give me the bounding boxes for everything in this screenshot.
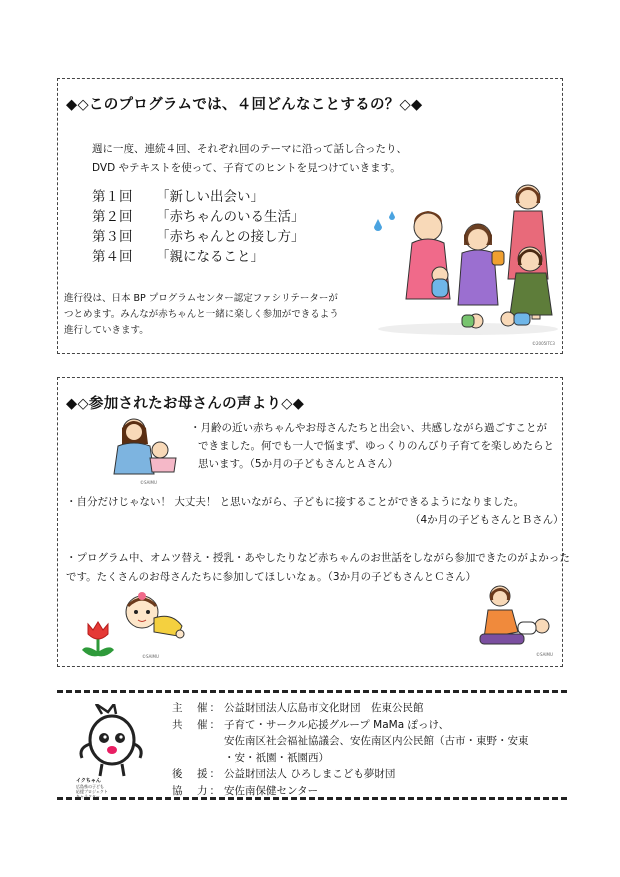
organizer-list: [172, 700, 529, 799]
cohost-value-2: 安佐南区社会福祉協議会、安佐南区内公民館（古市・東野・安東: [224, 735, 529, 747]
mascot-caption-1: 広島県の子ども: [76, 784, 104, 789]
session-number: 第１回: [92, 189, 133, 205]
tulip-icon: [76, 618, 120, 662]
mascot-name: イクちゃん: [76, 778, 101, 784]
illustration-caption: ©SAIMU: [140, 480, 157, 485]
intro-line-1: 週に一度、連続４回、それぞれ回のテーマに沿って話し合ったり、: [92, 143, 407, 155]
session-number: 第３回: [92, 229, 133, 245]
program-heading: ◆◇このプログラムでは、４回どんなことするの？◇◆: [66, 97, 423, 113]
host-label: 主 催：: [172, 702, 222, 714]
voice-3-line-2: です。たくさんのお母さんたちに参加してほしいなぁ。（3か月の子どもさんとＣさん）: [66, 571, 477, 583]
mother-figure: [458, 224, 504, 305]
organizer-row: [172, 717, 529, 734]
session-row: [92, 187, 305, 207]
coop-value: 安佐南保健センター: [224, 784, 319, 797]
organizer-row: [172, 766, 529, 783]
separator-line: [57, 690, 567, 693]
mascot-caption-3: キャラクター: [76, 794, 100, 799]
session-title: 「赤ちゃんとの接し方」: [156, 229, 305, 245]
session-title: 「新しい出会い」: [156, 189, 264, 205]
support-value: 公益財団法人 ひろしまこども夢財団: [224, 768, 396, 780]
voice-1-line-2: できました。何でも一人で悩まず、ゆっくりのんびり子育てを楽しめたらと: [198, 440, 555, 452]
session-number: 第４回: [92, 249, 133, 265]
support-label: 後 援：: [172, 768, 222, 780]
cohost-value-1: 子育て・サークル応援グループ MaMa ぽっけ、: [224, 718, 450, 731]
voice-1-line-1: ・月齢の近い赤ちゃんやお母さんたちと出会い、共感しながら過ごすことが: [190, 422, 547, 434]
session-row: [92, 227, 305, 247]
voice-1-line-3: 思います。（5か月の子どもさんとＡさん）: [198, 458, 399, 470]
voices-section: [57, 377, 570, 667]
voice-2-line-1: ・自分だけじゃない！ 大丈夫！ と思いながら、子どもに接することができるようになりました。: [66, 496, 525, 508]
mothers-group-illustration: [358, 179, 558, 339]
cohost-label: 共 催：: [172, 718, 222, 731]
session-title: 「赤ちゃんのいる生活」: [156, 209, 305, 225]
nursing-mother-illustration: [104, 414, 184, 478]
mascot-caption-2: 応援プロジェクト: [76, 789, 108, 794]
cohost-value-3: ・安・祇園・祇園西）: [224, 751, 329, 764]
facilitator-line-1: 進行役は、日本 BP プログラムセンター認定ファシリテーターが: [64, 293, 338, 304]
mascot-illustration: [72, 704, 148, 788]
intro-line-2: DVD やテキストを使って、子育てのヒントを見つけていきます。: [92, 162, 401, 174]
mother-figure: [406, 211, 450, 299]
program-section: [57, 78, 563, 354]
host-value: 公益財団法人広島市文化財団 佐東公民館: [224, 702, 424, 714]
session-row: [92, 207, 305, 227]
session-list: [92, 187, 305, 267]
illustration-caption: ©2005ITC3: [532, 341, 555, 346]
facilitator-line-3: 進行していきます。: [64, 325, 149, 336]
voice-3-line-1: ・プログラム中、オムツ替え・授乳・あやしたりなど赤ちゃんのお世話をしながら参加できたのがよかった: [66, 552, 570, 564]
organizer-row: [172, 750, 529, 767]
voices-heading: ◆◇参加されたお母さんの声より◇◆: [66, 396, 305, 412]
diaper-change-illustration: [472, 582, 558, 648]
coop-label: 協 力：: [172, 784, 222, 797]
session-number: 第２回: [92, 209, 133, 225]
organizer-row: [172, 733, 529, 750]
facilitator-line-2: つとめます。みんなが赤ちゃんと一緒に楽しく参加ができるよう: [64, 309, 339, 320]
crawling-baby-illustration: [120, 590, 190, 646]
illustration-caption: ©SAIMU: [536, 652, 553, 657]
illustration-caption: ©SAIMU: [142, 654, 159, 659]
separator-line: [57, 797, 567, 800]
organizer-row: [172, 700, 529, 717]
session-row: [92, 247, 305, 267]
session-title: 「親になること」: [156, 249, 264, 265]
voice-2-line-2: （4か月の子どもさんとＢさん）: [410, 514, 564, 526]
